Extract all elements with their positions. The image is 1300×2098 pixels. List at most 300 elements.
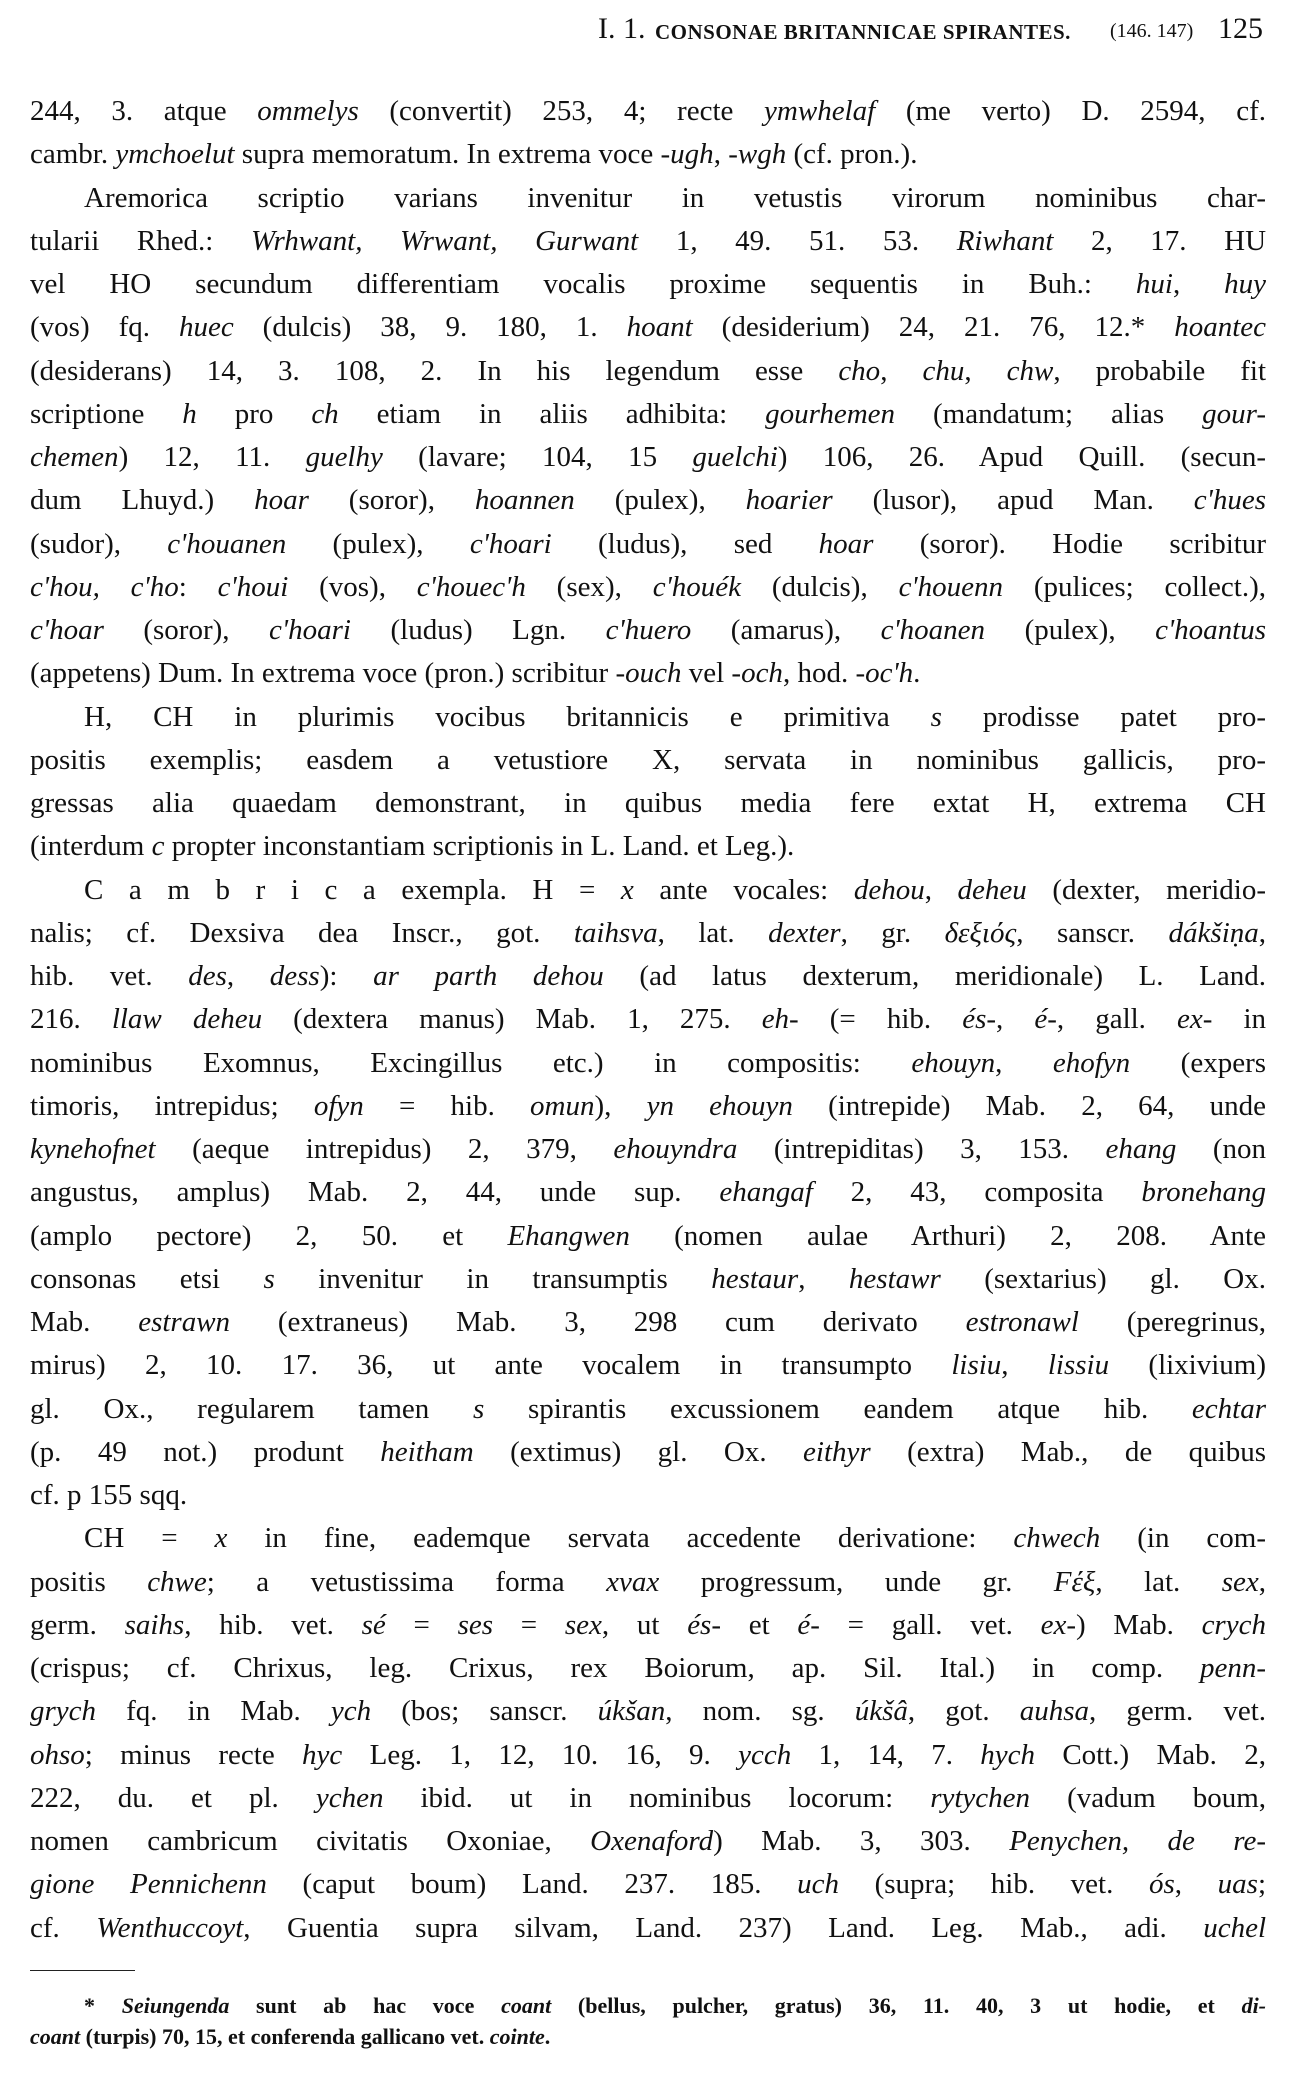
text-line: [30, 1517, 1266, 1560]
text-run: (lixivium): [1109, 1349, 1267, 1382]
italic-term: sé: [361, 1608, 386, 1641]
text-run: (dulcis) 38, 9. 180, 1.: [233, 311, 627, 344]
text-line: [30, 1258, 1266, 1301]
italic-term: penn-: [1199, 1652, 1266, 1684]
text-line: [30, 90, 1266, 133]
text-run: Leg. 1, 12, 10. 16, 9.: [342, 1738, 739, 1771]
text-run: (lavare; 104, 15: [382, 441, 693, 473]
italic-term: ymchoelut: [115, 138, 235, 171]
italic-term: Oxenaford: [590, 1825, 714, 1857]
text-run: positis exemplis; easdem a vetustiore X, servata in nominibus gallicis, pro-: [30, 743, 1266, 776]
text-line: [30, 263, 1266, 306]
footnote-divider: [30, 1970, 135, 1971]
italic-term: eh-: [761, 1003, 799, 1036]
text-run: supra memoratum. In extrema voce: [234, 138, 661, 171]
italic-term: huec: [178, 311, 234, 344]
text-run: (dexter, meridio-: [1026, 873, 1267, 906]
italic-term: auhsa: [1019, 1695, 1090, 1728]
text-run: cf. p 155 sqq.: [30, 1479, 188, 1511]
text-run: ) 12, 11.: [118, 441, 306, 473]
italic-term: eithyr: [803, 1435, 871, 1468]
italic-term: ehofyn: [1052, 1046, 1131, 1079]
text-run: vel: [681, 657, 732, 690]
text-run: ,: [924, 873, 958, 906]
italic-term: hoarier: [745, 484, 833, 517]
text-run: (lusor), apud Man.: [832, 484, 1194, 517]
italic-term: -och: [731, 657, 783, 690]
italic-term: estrawn: [138, 1306, 231, 1338]
text-run: , sanscr.: [1016, 916, 1169, 949]
text-run: Cott.) Mab. 2,: [1035, 1738, 1266, 1771]
text-line: [30, 1777, 1266, 1820]
text-run: ,: [1174, 1868, 1218, 1901]
text-run: , germ. vet.: [1089, 1695, 1267, 1728]
italic-term: chwe: [147, 1565, 207, 1598]
italic-term: Fέξ: [1053, 1565, 1096, 1598]
text-line: [30, 393, 1266, 436]
italic-term: crych: [1201, 1608, 1266, 1641]
footnote: [30, 1990, 1266, 2052]
main-text: [30, 90, 1266, 1950]
text-run: dum Lhuyd.): [30, 484, 255, 517]
italic-term: -ugh: [660, 138, 714, 171]
text-run: (me verto) D. 2594, cf.: [875, 95, 1266, 127]
italic-term: bronehang: [1141, 1176, 1266, 1209]
text-run: (pulex),: [985, 614, 1156, 646]
italic-term: c'houék: [652, 570, 742, 603]
text-run: cambr.: [30, 138, 116, 171]
text-line: [30, 1820, 1266, 1863]
text-run: (dulcis),: [741, 570, 899, 603]
italic-term: guelhy: [305, 441, 383, 473]
text-line: [30, 1344, 1266, 1387]
italic-term: s: [473, 1392, 485, 1425]
text-run: germ.: [30, 1608, 125, 1641]
text-run: 1, 49. 51. 53.: [638, 224, 957, 257]
italic-term: x: [214, 1522, 228, 1555]
text-line: [30, 479, 1266, 522]
italic-term: és-: [962, 1003, 997, 1036]
italic-term: úkšâ: [854, 1695, 908, 1728]
text-run: , gall.: [1056, 1003, 1177, 1036]
text-run: (vos),: [288, 570, 417, 603]
text-run: (supra; hib. vet.: [839, 1868, 1149, 1901]
text-run: et: [721, 1608, 798, 1641]
text-run: (peregrinus,: [1078, 1306, 1266, 1338]
text-line: [30, 1863, 1266, 1906]
text-run: (extra) Mab., de quibus: [870, 1435, 1266, 1468]
text-run: (pulex),: [286, 527, 470, 560]
italic-term: dess: [269, 960, 320, 992]
italic-term: ehang: [1105, 1133, 1177, 1165]
italic-term: ehouyndra: [613, 1133, 738, 1165]
italic-term: ychen: [315, 1781, 384, 1814]
italic-term: c'hoari: [469, 527, 552, 560]
italic-term: hestaur: [711, 1262, 799, 1295]
text-run: (sex),: [525, 570, 653, 603]
italic-term: guelchi: [692, 441, 778, 473]
italic-term: ommelys: [257, 95, 359, 127]
italic-term: hoar: [818, 527, 874, 560]
text-run: ; minus recte: [84, 1738, 303, 1771]
text-run: ,: [798, 1262, 849, 1295]
text-run: (dextera manus) Mab. 1, 275.: [262, 1003, 762, 1036]
text-run: (aeque intrepidus) 2, 379,: [155, 1133, 614, 1165]
italic-term: gourhemen: [765, 397, 896, 430]
text-run: (sudor),: [30, 527, 168, 560]
italic-term: -oc'h: [855, 657, 914, 690]
text-run: (nomen aulae Arthuri) 2, 208. Ante: [629, 1219, 1266, 1252]
text-run: ,: [880, 354, 923, 387]
italic-term: Wrhwant, Wrwant, Gurwant: [250, 224, 639, 257]
text-run: ibid. ut in nominibus locorum:: [383, 1781, 931, 1814]
italic-term: chemen: [30, 441, 119, 473]
text-run: nominibus Exomnus, Excingillus etc.) in compositis:: [30, 1046, 912, 1079]
italic-term: c: [151, 830, 165, 863]
italic-term: s: [263, 1262, 275, 1295]
text-run: 2, 17. HU: [1053, 224, 1267, 257]
italic-term: ymwhelaf: [764, 95, 876, 127]
text-run: ,: [1001, 1349, 1048, 1382]
italic-term: deheu: [957, 873, 1027, 906]
text-run: prodisse patet pro-: [941, 700, 1266, 733]
italic-term: Ehangwen: [507, 1219, 630, 1252]
text-line: [30, 1604, 1266, 1647]
text-run: scriptione: [30, 397, 183, 430]
text-run: (desiderans) 14, 3. 108, 2. In his legendum esse: [30, 354, 839, 387]
text-run: nalis; cf. Dexsiva dea Inscr., got.: [30, 916, 574, 949]
italic-term: ex-: [1040, 1608, 1077, 1641]
italic-term: c'houanen: [167, 527, 287, 560]
text-run: Mab.: [30, 1306, 139, 1338]
italic-term: Wenthuccoyt: [96, 1911, 244, 1944]
text-run: (convertit) 253, 4; recte: [358, 95, 765, 127]
text-run: (mandatum; alias: [895, 397, 1203, 430]
text-run: (interdum: [30, 830, 152, 863]
text-line: [30, 1690, 1266, 1733]
text-run: ) Mab.: [1076, 1608, 1202, 1641]
text-line: [30, 869, 1266, 912]
italic-term: lissiu: [1047, 1349, 1110, 1382]
text-run: (= hib.: [798, 1003, 963, 1036]
text-line: [30, 1734, 1266, 1777]
text-line: [30, 782, 1266, 825]
italic-term: hoantec: [1174, 311, 1266, 344]
italic-term: é-: [797, 1608, 820, 1641]
italic-term: ar parth dehou: [373, 960, 604, 992]
italic-term: huy: [1224, 268, 1266, 300]
text-run: positis: [30, 1565, 148, 1598]
text-line: [30, 1431, 1266, 1474]
text-run: (pulices; collect.),: [1003, 570, 1266, 603]
text-run: ):: [319, 960, 374, 992]
italic-term: heitham: [380, 1435, 474, 1468]
italic-term: -ouch: [615, 657, 682, 690]
text-run: ;: [1257, 1868, 1266, 1901]
text-run: (extraneus) Mab. 3, 298 cum derivato: [230, 1306, 966, 1338]
text-line: [30, 1388, 1266, 1431]
italic-term: grych: [30, 1695, 97, 1728]
italic-term: sex: [1221, 1565, 1259, 1598]
text-run: = gall. vet.: [819, 1608, 1041, 1641]
text-run: in fine, eademque servata accedente derivatione:: [227, 1522, 1014, 1555]
text-run: , hib. vet.: [184, 1608, 362, 1641]
text-run: ) Mab. 3, 303.: [713, 1825, 1010, 1857]
italic-term: hui: [1135, 268, 1173, 300]
text-run: pro: [196, 397, 312, 430]
italic-term: hoar: [254, 484, 309, 517]
text-run: (amplo pectore) 2, 50. et: [30, 1219, 508, 1252]
text-run: 216.: [30, 1003, 112, 1036]
italic-term: dehou: [853, 873, 925, 906]
text-run: ,: [996, 1003, 1035, 1036]
text-run: 244, 3. atque: [30, 95, 258, 127]
text-line: [30, 350, 1266, 393]
italic-term: c'hues: [1193, 484, 1266, 517]
text-run: 2, 43, composita: [812, 1176, 1142, 1209]
text-run: vel HO secundum differentiam vocalis proxime sequentis in Buh.:: [30, 268, 1136, 300]
text-run: =: [385, 1608, 458, 1641]
text-run: mirus) 2, 10. 17. 36, ut ante vocalem in transumpto: [30, 1349, 952, 1382]
text-run: (amarus),: [691, 614, 881, 646]
text-run: ,: [1172, 268, 1225, 300]
text-line: [30, 696, 1266, 739]
text-line: [30, 177, 1266, 220]
text-line: [30, 1301, 1266, 1344]
text-line: [30, 220, 1266, 263]
italic-term: hych: [980, 1738, 1036, 1771]
running-header: [0, 12, 1266, 52]
italic-term: x: [620, 873, 634, 906]
text-run: (non: [1176, 1133, 1266, 1165]
text-run: , ut: [601, 1608, 688, 1641]
italic-term: uchel: [1203, 1911, 1267, 1944]
text-run: nomen cambricum civitatis Oxoniae,: [30, 1825, 591, 1857]
text-line: [30, 436, 1266, 479]
paragraph-range: (146. 147): [1110, 20, 1194, 42]
text-line: [30, 609, 1266, 652]
italic-term: s: [930, 700, 942, 733]
text-run: CH =: [84, 1522, 215, 1555]
italic-term: ch: [311, 397, 339, 430]
italic-term: xvax: [606, 1565, 660, 1598]
text-line: [30, 306, 1266, 349]
italic-term: ós: [1148, 1868, 1175, 1901]
text-run: Aremorica scriptio varians invenitur in vetustis virorum nominibus char-: [84, 181, 1266, 214]
text-run: , gr.: [840, 916, 945, 949]
italic-term: úkšan: [597, 1695, 666, 1728]
italic-term: di-: [1241, 1993, 1267, 2018]
text-run: (desiderium) 24, 21. 76, 12.*: [692, 311, 1175, 344]
text-run: cf.: [30, 1911, 97, 1944]
text-run: (bos; sanscr.: [371, 1695, 598, 1728]
italic-term: c'huero: [605, 614, 692, 646]
italic-term: ehouyn: [911, 1046, 996, 1079]
text-run: timoris, intrepidus;: [30, 1089, 314, 1122]
text-run: , Guentia supra silvam, Land. 237) Land. Leg. Mab., adi.: [243, 1911, 1204, 1944]
italic-term: omun: [530, 1089, 595, 1122]
text-run: hib. vet.: [30, 960, 189, 992]
italic-term: h: [182, 397, 197, 430]
text-run: (p. 49 not.) produnt: [30, 1435, 381, 1468]
text-run: (intrepide) Mab. 2, 64, unde: [792, 1089, 1266, 1122]
italic-term: kynehofnet: [30, 1133, 156, 1165]
text-line: [30, 1561, 1266, 1604]
text-run: progressum, unde gr.: [659, 1565, 1054, 1598]
page-number: 125: [1218, 12, 1263, 45]
italic-term: saihs: [124, 1608, 185, 1641]
italic-term: des: [188, 960, 227, 992]
text-line: [30, 1474, 1266, 1517]
italic-term: c'hoantus: [1155, 614, 1266, 646]
text-line: [30, 133, 1266, 176]
text-run: ,: [713, 138, 729, 171]
text-run: invenitur in transumptis: [274, 1262, 712, 1295]
italic-term: lisiu: [951, 1349, 1002, 1382]
italic-term: yn ehouyn: [646, 1089, 793, 1122]
text-run: fq. in Mab.: [96, 1695, 331, 1728]
text-line: [30, 825, 1266, 868]
italic-term: gour-: [1202, 397, 1266, 430]
text-run: .: [913, 657, 921, 690]
italic-term: estronawl: [965, 1306, 1079, 1338]
text-line: [30, 1042, 1266, 1085]
text-run: (ludus), sed: [551, 527, 819, 560]
text-run: (appetens) Dum. In extrema voce (pron.) scribitur: [30, 657, 616, 690]
italic-term: chwech: [1013, 1522, 1101, 1555]
text-run: ),: [594, 1089, 647, 1122]
text-line: [30, 1128, 1266, 1171]
text-run: sunt ab hac voce: [229, 1993, 502, 2018]
text-run: , got.: [907, 1695, 1020, 1728]
italic-term: ohso: [30, 1738, 85, 1771]
text-run: ; a vetustissima forma: [206, 1565, 607, 1598]
italic-term: taihsva: [573, 916, 658, 949]
italic-term: és-: [687, 1608, 722, 1641]
text-run: in: [1212, 1003, 1267, 1036]
footnote-line: [30, 1990, 1266, 2021]
text-run: ,: [226, 960, 270, 992]
text-run: (turpis) 70, 15, et conferenda gallicano vet.: [80, 2024, 490, 2049]
italic-term: llaw deheu: [111, 1003, 263, 1036]
italic-term: uas: [1217, 1868, 1258, 1901]
italic-term: é-: [1034, 1003, 1057, 1036]
italic-term: sex: [564, 1608, 602, 1641]
text-run: gl. Ox., regularem tamen: [30, 1392, 473, 1425]
text-run: ,: [995, 1046, 1053, 1079]
text-run: =: [493, 1608, 565, 1641]
text-run: , probabile fit: [1053, 354, 1267, 387]
italic-term: hoannen: [474, 484, 575, 517]
italic-term: ehangaf: [719, 1176, 813, 1209]
text-run: ante vocales:: [633, 873, 854, 906]
text-run: (sextarius) gl. Ox.: [940, 1262, 1267, 1295]
text-line: [30, 652, 1266, 695]
text-line: [30, 523, 1266, 566]
italic-term: hestawr: [848, 1262, 941, 1295]
text-run: , lat.: [1095, 1565, 1222, 1598]
text-run: 1, 14, 7.: [791, 1738, 981, 1771]
text-run: (vos) fq.: [30, 311, 179, 344]
text-run: , nom. sg.: [665, 1695, 855, 1728]
footnote-line: [30, 2021, 1266, 2052]
text-run: (ludus) Lgn.: [350, 614, 606, 646]
text-line: [30, 912, 1266, 955]
text-run: ,: [964, 354, 1007, 387]
text-line: [30, 1647, 1266, 1690]
italic-term: Penychen, de re-: [1009, 1825, 1266, 1857]
text-run: (vadum boum,: [1030, 1781, 1266, 1814]
text-run: , hod.: [782, 657, 856, 690]
text-run: (in com-: [1100, 1522, 1266, 1555]
italic-term: ex-: [1177, 1003, 1213, 1036]
italic-term: ycch: [738, 1738, 792, 1771]
italic-term: hyc: [302, 1738, 343, 1771]
text-run: (ad latus dexterum, meridionale) L. Land.: [603, 960, 1267, 992]
italic-term: echtar: [1191, 1392, 1266, 1425]
italic-term: c'hoari: [269, 614, 351, 646]
italic-term: chu: [922, 354, 965, 387]
italic-term: dákšiṇa: [1168, 916, 1259, 949]
italic-term: c'hoanen: [880, 614, 986, 646]
text-run: angustus, amplus) Mab. 2, 44, unde sup.: [30, 1176, 720, 1209]
text-run: :: [178, 570, 218, 603]
text-run: (bellus, pulcher, gratus) 36, 11. 40, 3 ut hodie, et: [551, 1993, 1242, 2018]
italic-term: c'hou, c'ho: [30, 570, 179, 603]
text-line: [30, 739, 1266, 782]
text-run: consonas etsi: [30, 1262, 264, 1295]
text-run: gressas alia quaedam demonstrant, in quibus media fere extat H, extrema CH: [30, 787, 1266, 819]
italic-term: gione Pennichenn: [30, 1868, 267, 1901]
italic-term: chw: [1006, 354, 1054, 387]
italic-term: ses: [457, 1608, 494, 1641]
text-line: [30, 1907, 1266, 1950]
text-run: ,: [1258, 916, 1266, 949]
text-line: [30, 1171, 1266, 1214]
text-run: tularii Rhed.:: [30, 224, 251, 257]
italic-term: uch: [797, 1868, 839, 1901]
italic-term: c'houec'h: [416, 570, 526, 603]
italic-term: δεξιός: [944, 916, 1017, 949]
text-run: spirantis excussionem eandem atque hib.: [484, 1392, 1192, 1425]
italic-term: coant: [30, 2024, 81, 2049]
italic-term: ych: [330, 1695, 372, 1728]
text-run: (pulex),: [574, 484, 746, 517]
text-line: [30, 1215, 1266, 1258]
italic-term: cointe: [489, 2024, 545, 2049]
text-run: (soror). Hodie scribitur: [873, 527, 1266, 560]
italic-term: hoant: [626, 311, 693, 344]
italic-term: cho: [838, 354, 881, 387]
text-run: (extimus) gl. Ox.: [473, 1435, 804, 1468]
text-run: *: [84, 1993, 122, 2018]
text-run: C a m b r i c a exempla. H =: [84, 873, 621, 906]
text-run: ) 106, 26. Apud Quill. (secun-: [777, 441, 1266, 473]
italic-term: dexter: [768, 916, 841, 949]
text-run: (soror),: [308, 484, 475, 517]
italic-term: c'hoar: [30, 614, 104, 646]
text-run: (crispus; cf. Chrixus, leg. Crixus, rex Boiorum, ap. Sil. Ital.) in comp.: [30, 1652, 1200, 1684]
text-run: ,: [1258, 1565, 1266, 1598]
italic-term: c'houenn: [898, 570, 1004, 603]
text-line: [30, 1085, 1266, 1128]
text-run: (caput boum) Land. 237. 185.: [266, 1868, 798, 1901]
italic-term: ofyn: [313, 1089, 364, 1122]
text-run: , lat.: [657, 916, 769, 949]
running-title: CONSONAE BRITANNICAE SPIRANTES.: [655, 20, 1071, 44]
italic-term: -wgh: [728, 138, 787, 171]
text-run: .: [544, 2024, 551, 2049]
